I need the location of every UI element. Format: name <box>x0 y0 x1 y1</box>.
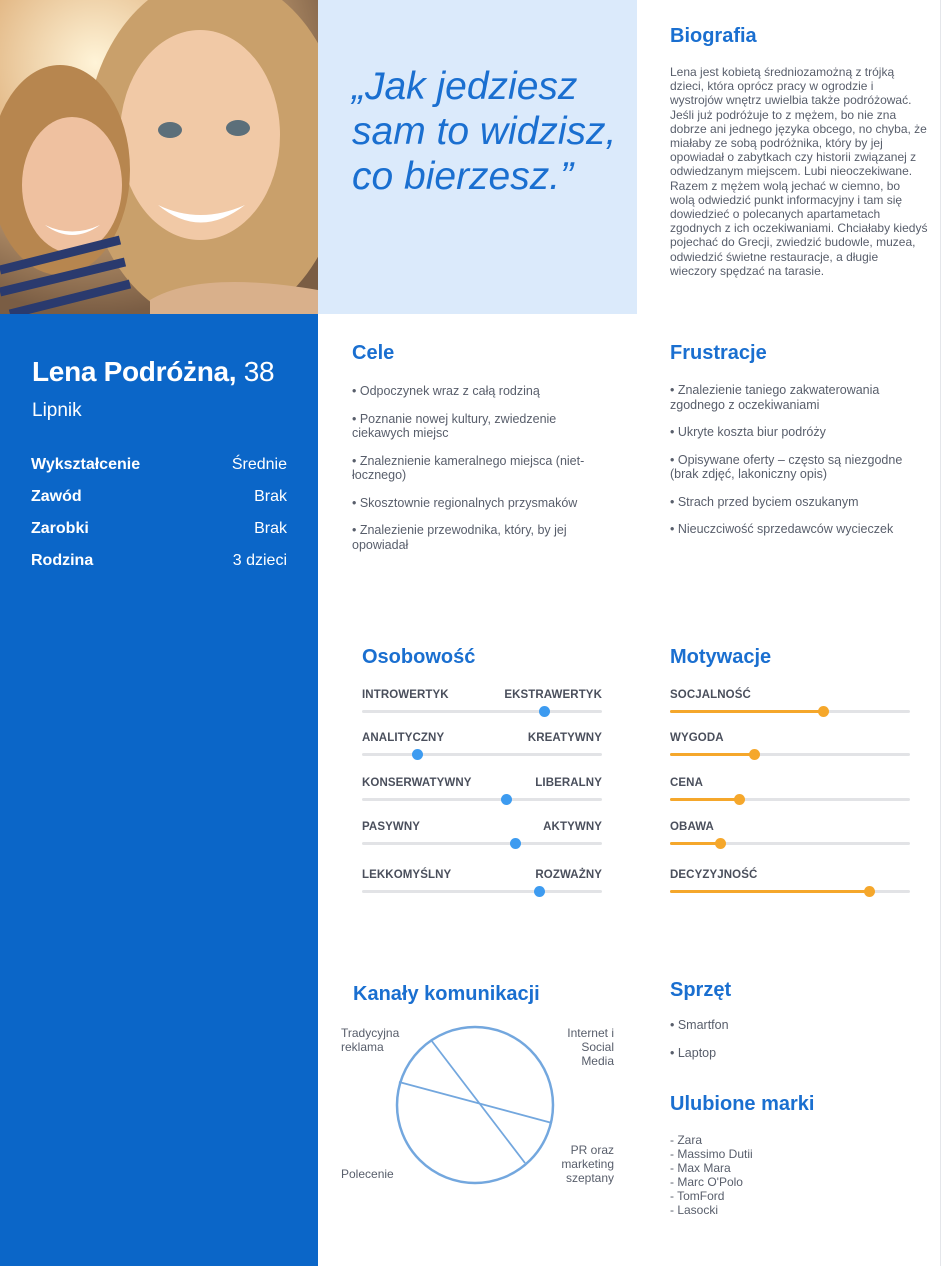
personality-slider <box>362 869 602 913</box>
equipment-title: Sprzęt <box>670 979 732 1001</box>
motivation-bar <box>670 732 910 777</box>
slider-handle[interactable] <box>501 794 512 805</box>
trait-left-label: PASYWNY <box>362 821 420 833</box>
motivation-bar <box>670 821 910 869</box>
fact-row <box>31 552 287 584</box>
fact-value: Średnie <box>231 456 287 473</box>
frustrations-list <box>670 383 920 550</box>
motivation-bar <box>670 689 910 732</box>
slider-handle[interactable] <box>412 749 423 760</box>
bar-track <box>670 842 910 845</box>
personality-slider <box>362 777 602 821</box>
motivation-bar <box>670 869 910 913</box>
motivation-label: CENA <box>670 777 703 789</box>
motivation-bars <box>670 689 910 913</box>
slider-track <box>362 890 602 893</box>
equipment-item: • Smartfon <box>670 1018 729 1032</box>
fact-value: 3 dzieci <box>232 552 287 569</box>
bar-fill <box>670 710 824 713</box>
bar-handle[interactable] <box>818 706 829 717</box>
channel-label-internet: Internet i Social Media <box>567 1026 614 1068</box>
persona-name-line <box>32 356 274 388</box>
slider-track <box>362 842 602 845</box>
goal-item: • Znaleznienie kameralnego miejsca (nietłocznego) <box>352 453 585 482</box>
bar-fill <box>670 890 869 893</box>
goals-list <box>352 384 602 565</box>
profile-facts <box>31 456 287 584</box>
brands-title: Ulubione marki <box>670 1093 815 1115</box>
frustration-item: • Nieuczciwość sprzedawców wycieczek <box>670 522 894 536</box>
slider-handle[interactable] <box>539 706 550 717</box>
channel-label-pr: PR oraz marketing szeptany <box>561 1143 614 1185</box>
persona-photo <box>0 0 318 314</box>
trait-left-label: ANALITYCZNY <box>362 732 445 744</box>
goals-title: Cele <box>352 342 395 364</box>
page-edge-divider <box>940 0 941 1266</box>
persona-name: Lena Podróżna, <box>32 356 237 387</box>
bar-fill <box>670 842 720 845</box>
channel-label-referral: Polecenie <box>341 1167 394 1181</box>
motivation-label: DECYZYJNOŚĆ <box>670 869 758 881</box>
motivation-label: OBAWA <box>670 821 714 833</box>
brand-item: - Marc O'Polo <box>670 1175 743 1189</box>
biography-title: Biografia <box>670 25 757 47</box>
bar-fill <box>670 798 740 801</box>
personality-slider <box>362 821 602 869</box>
motivation-label: SOCJALNOŚĆ <box>670 689 751 701</box>
equipment-list <box>670 1018 870 1073</box>
personality-slider <box>362 732 602 777</box>
bar-handle[interactable] <box>715 838 726 849</box>
pie-divider <box>431 1040 525 1163</box>
fact-label: Zawód <box>31 488 82 505</box>
personality-title: Osobowość <box>362 646 476 668</box>
slider-track <box>362 753 602 756</box>
trait-right-label: KREATYWNY <box>527 732 602 744</box>
motivation-label: WYGODA <box>670 732 724 744</box>
brand-item: - Massimo Dutii <box>670 1147 753 1161</box>
goal-item: • Znalezienie przewodnika, który, by jej opowiadał <box>352 523 567 552</box>
trait-right-label: AKTYWNY <box>543 821 602 833</box>
bar-fill <box>670 753 754 756</box>
slider-handle[interactable] <box>534 886 545 897</box>
trait-left-label: LEKKOMYŚLNY <box>362 869 452 881</box>
goal-item: • Skosztownie regionalnych przysmaków <box>352 495 578 510</box>
goal-item: • Odpoczynek wraz z całą rodziną <box>352 384 540 398</box>
brands-list <box>670 1133 870 1217</box>
motivation-bar <box>670 777 910 821</box>
persona-quote: „Jak jedziesz sam to widzisz, co bierzesz.” <box>352 65 617 198</box>
trait-right-label: LIBERALNY <box>535 777 602 789</box>
brand-item: - Lasocki <box>670 1203 719 1217</box>
slider-track <box>362 798 602 801</box>
trait-left-label: INTROWERTYK <box>362 689 449 701</box>
frustration-item: • Strach przed byciem oszukanym <box>670 494 859 509</box>
frustration-item: • Opisywane oferty – często są niezgodne (brak zdjęć, lakoniczny opis) <box>670 452 903 481</box>
brand-item: - Zara <box>670 1133 703 1147</box>
personality-sliders <box>362 689 602 913</box>
bar-handle[interactable] <box>749 749 760 760</box>
persona-age: 38 <box>243 356 275 387</box>
channels-pie-chart <box>390 1020 560 1190</box>
bar-track <box>670 890 910 893</box>
bar-track <box>670 753 910 756</box>
fact-row <box>31 456 287 488</box>
motivations-title: Motywacje <box>670 646 772 668</box>
goal-item: • Poznanie nowej kultury, zwiedzenie ciekawych miejsc <box>352 411 557 440</box>
fact-value: Brak <box>254 520 287 537</box>
frustrations-title: Frustracje <box>670 342 767 364</box>
fact-row <box>31 520 287 552</box>
equipment-item: • Laptop <box>670 1045 717 1060</box>
brand-item: - Max Mara <box>670 1161 731 1175</box>
pie-outline <box>397 1027 553 1183</box>
pie-divider <box>399 1082 552 1123</box>
trait-right-label: EKSTRAWERTYK <box>504 689 602 701</box>
persona-photo-illustration <box>0 0 318 314</box>
bar-handle[interactable] <box>734 794 745 805</box>
personality-slider <box>362 689 602 732</box>
trait-right-label: ROZWAŻNY <box>535 869 602 881</box>
bar-handle[interactable] <box>864 886 875 897</box>
channel-label-traditional: Tradycyjna reklama <box>341 1026 400 1054</box>
slider-track <box>362 710 602 713</box>
fact-row <box>31 488 287 520</box>
frustration-item: • Znalezienie taniego zakwaterowania zgodnego z oczekiwaniami <box>670 383 880 412</box>
brand-item: - TomFord <box>670 1189 725 1203</box>
bar-track <box>670 710 910 713</box>
frustration-item: • Ukryte koszta biur podróży <box>670 425 826 439</box>
profile-panel <box>0 314 318 1266</box>
fact-label: Zarobki <box>31 520 89 537</box>
fact-label: Wykształcenie <box>31 456 141 473</box>
persona-city: Lipnik <box>32 400 82 421</box>
trait-left-label: KONSERWATYWNY <box>362 777 472 789</box>
fact-label: Rodzina <box>31 552 94 569</box>
quote-panel <box>318 0 637 314</box>
slider-handle[interactable] <box>510 838 521 849</box>
biography-text: Lena jest kobietą średniozamożną z trójką dzieci, która oprócz pracy w ogrodzie i wystrojów wnętrz uwielbia także podróżować. Jeśli już podróżuje to z mężem, bo nie zna dobrze ani jednego języka obcego, no chyba, że miałaby ze sobą podróżnika, który by jej opowiadał o zabytkach czy historii związanej z odwiedzanym miejscem. Lubi nieoczekiwane. Razem z mężem wolą jechać w ciemno, bo wolą odwiedzić punkt informacyjny i tam się dowiedzieć o polecanych apartametach zgodnych z ich oczekiwaniami. Chciałaby kiedyś pojechać do Grecji, zwiedzić budowle, muzea, odwiedzić świetne restauracje, a długie wieczory spędzać na tarasie. <box>670 65 928 278</box>
bar-track <box>670 798 910 801</box>
fact-value: Brak <box>254 488 287 505</box>
channels-title: Kanały komunikacji <box>353 983 540 1005</box>
